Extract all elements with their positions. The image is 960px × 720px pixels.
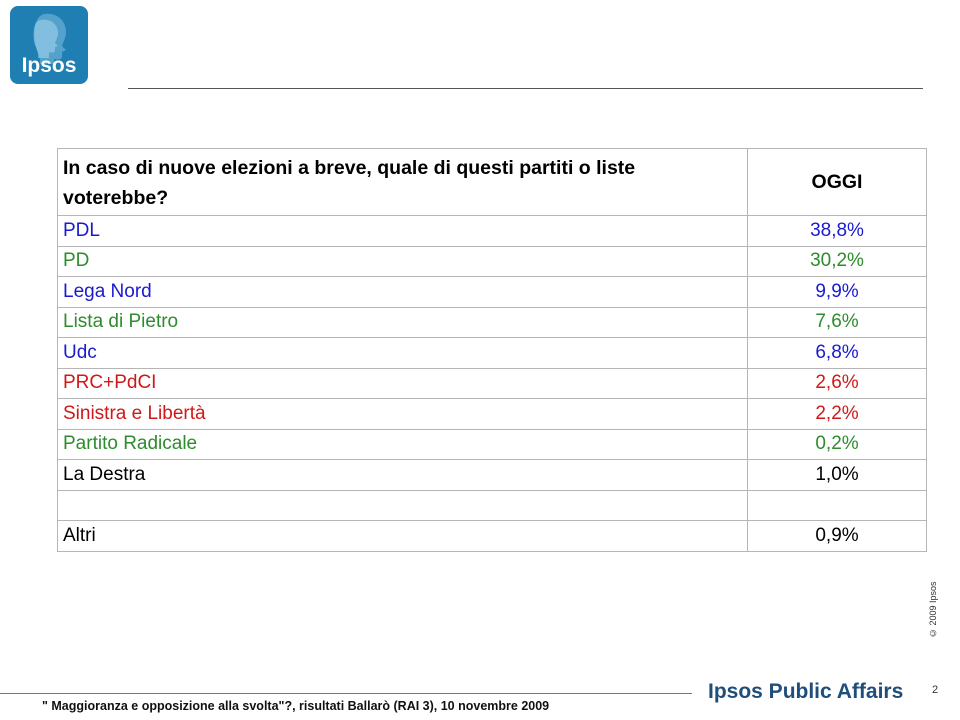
party-name: La Destra (58, 460, 748, 491)
party-name: PD (58, 246, 748, 277)
table-row (58, 338, 927, 369)
party-name: PRC+PdCI (58, 368, 748, 399)
party-name: Sinistra e Libertà (58, 399, 748, 430)
table-row (58, 521, 927, 552)
poll-table (57, 148, 927, 552)
party-percentage (748, 490, 927, 521)
logo-wordmark: Ipsos (21, 54, 77, 77)
question-header: In caso di nuove elezioni a breve, quale di questi partiti o liste voterebbe? (58, 149, 748, 216)
party-name: Lista di Pietro (58, 307, 748, 338)
party-name: Partito Radicale (58, 429, 748, 460)
table-row (58, 277, 927, 308)
party-percentage: 38,8% (748, 216, 927, 247)
table-row (58, 460, 927, 491)
party-percentage: 2,6% (748, 368, 927, 399)
oggi-column-header: OGGI (748, 149, 927, 216)
party-name (58, 490, 748, 521)
party-percentage: 7,6% (748, 307, 927, 338)
party-percentage: 30,2% (748, 246, 927, 277)
table-row (58, 216, 927, 247)
footer-divider (0, 693, 692, 694)
party-percentage: 2,2% (748, 399, 927, 430)
party-name: Udc (58, 338, 748, 369)
party-name: Altri (58, 521, 748, 552)
ipsos-logo (10, 6, 88, 84)
party-name: Lega Nord (58, 277, 748, 308)
brand-name: Ipsos Public Affairs (708, 680, 904, 703)
party-percentage: 1,0% (748, 460, 927, 491)
copyright-notice: © 2009 Ipsos (928, 581, 938, 638)
table-row (58, 490, 927, 521)
table-row (58, 246, 927, 277)
table-row (58, 307, 927, 338)
party-percentage: 9,9% (748, 277, 927, 308)
party-percentage: 6,8% (748, 338, 927, 369)
table-row (58, 399, 927, 430)
page-number: 2 (932, 684, 939, 696)
header-divider (128, 88, 923, 89)
table-row (58, 429, 927, 460)
party-percentage: 0,2% (748, 429, 927, 460)
party-name: PDL (58, 216, 748, 247)
table-row (58, 368, 927, 399)
party-percentage: 0,9% (748, 521, 927, 552)
footer-source: " Maggioranza e opposizione alla svolta"?, risultati Ballarò (RAI 3), 10 novembre 2009 (42, 699, 550, 713)
table-header-row (58, 149, 927, 216)
